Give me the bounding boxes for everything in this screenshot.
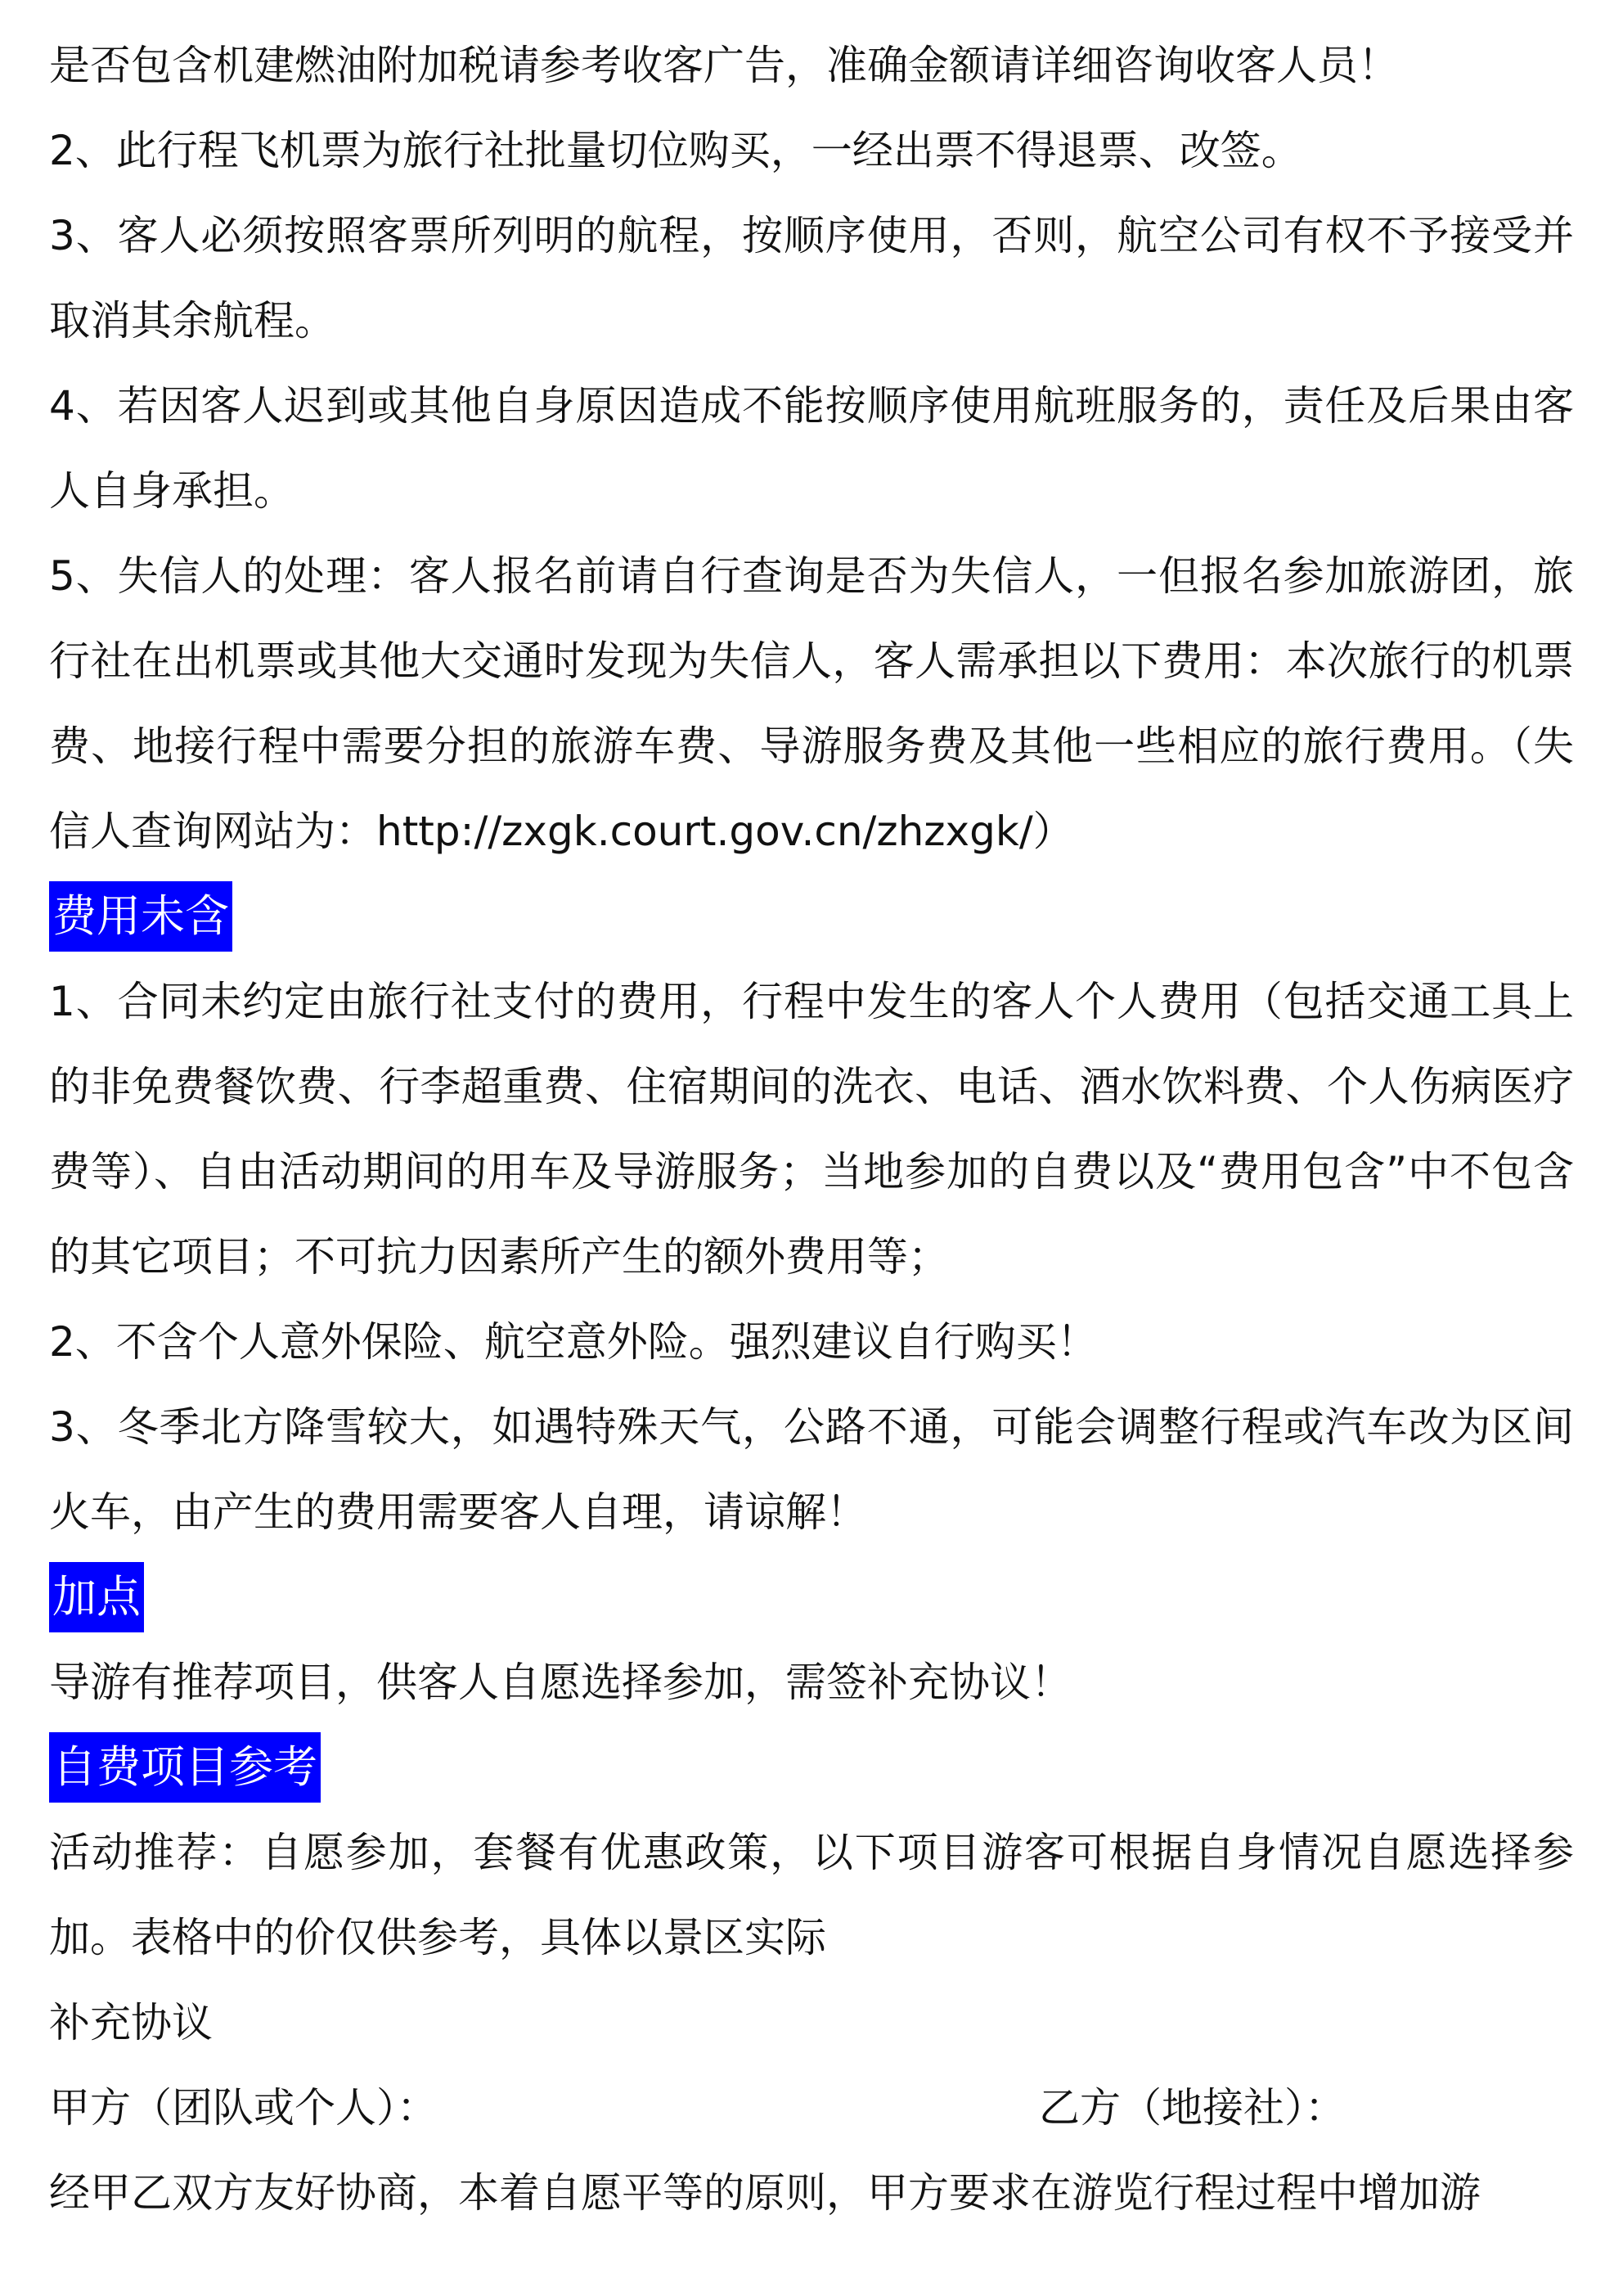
ticket-note-4: 4、若因客人迟到或其他自身原因造成不能按顺序使用航班服务的，责任及后果由客人自身承担。	[49, 382, 1574, 515]
excluded-item-3: 3、冬季北方降雪较大，如遇特殊天气，公路不通，可能会调整行程或汽车改为区间火车，由产生的费用需要客人自理，请谅解！	[49, 1403, 1574, 1536]
extras-text: 导游有推荐项目，供客人自愿选择参加，需签补充协议！	[49, 1659, 1072, 1706]
excluded-item-1: 1、合同未约定由旅行社支付的费用，行程中发生的客人个人费用（包括交通工具上的非免费餐饮费、行李超重费、住宿期间的洗衣、电话、酒水饮料费、个人伤病医疗费等）、自由活动期间的用车及导游服务；当地参加的自费以及“费用包含”中不包含的其它项目；不可抗力因素所产生的额外费用等；	[49, 978, 1574, 1281]
ticket-note-5: 5、失信人的处理：客人报名前请自行查询是否为失信人，一但报名参加旅游团，旅行社在出机票或其他大交通时发现为失信人，客人需承担以下费用：本次旅行的机票费、地接行程中需要分担的旅游车费、导游服务费及其他一些相应的旅行费用。（失信人查询网站为：http://zxgk.court.gov.cn/zhzxgk/）	[49, 552, 1574, 855]
ticket-note-2: 2、此行程飞机票为旅行社批量切位购买，一经出票不得退票、改签。	[49, 127, 1302, 174]
party-row	[49, 2065, 1574, 2150]
optional-text: 活动推荐：自愿参加，套餐有优惠政策，以下项目游客可根据自身情况自愿选择参加。表格中的价仅供参考，具体以景区实际	[49, 1829, 1574, 1961]
optional-heading: 自费项目参考	[49, 1732, 321, 1803]
excluded-heading: 费用未含	[49, 881, 232, 952]
excluded-item-2: 2、不含个人意外保险、航空意外险。强烈建议自行购买！	[49, 1318, 1098, 1366]
party-a-label: 甲方（团队或个人）：	[49, 2084, 438, 2132]
excluded-heading-row	[49, 874, 1574, 959]
optional-heading-row	[49, 1725, 1574, 1810]
extras-heading-row	[49, 1555, 1574, 1640]
agreement-closing: 经甲乙双方友好协商，本着自愿平等的原则，甲方要求在游览行程过程中增加游	[49, 2169, 1481, 2217]
intro-tail: 是否包含机建燃油附加税请参考收客广告，准确金额请详细咨询收客人员！	[49, 42, 1399, 89]
ticket-note-3: 3、客人必须按照客票所列明的航程，按顺序使用，否则，航空公司有权不予接受并取消其余航程。	[49, 212, 1574, 344]
agreement-title: 补充协议	[49, 1999, 213, 2046]
extras-heading: 加点	[49, 1562, 144, 1632]
party-b-label: 乙方（地接社）：	[1039, 2084, 1346, 2132]
